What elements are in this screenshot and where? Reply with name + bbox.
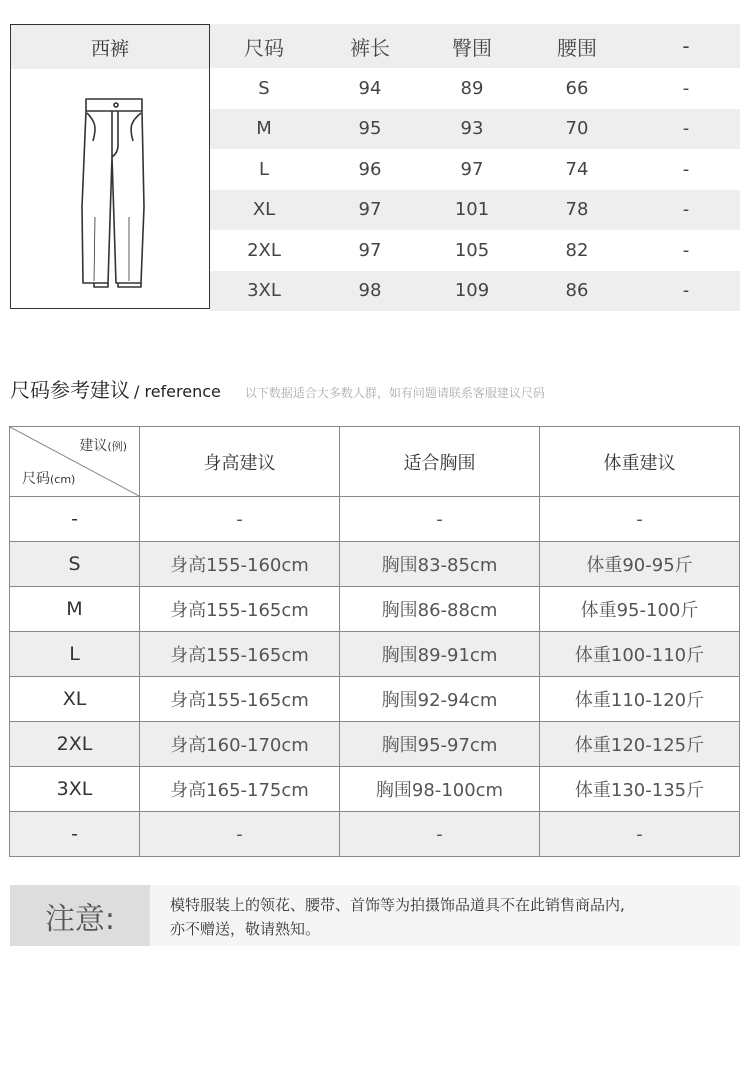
recommendation-heading	[10, 374, 740, 404]
height-header: 身高建议	[139, 427, 339, 496]
length-cell: 96	[358, 158, 382, 180]
section-title: 尺码参考建议	[10, 378, 130, 402]
weight-header: 体重建议	[539, 427, 739, 496]
height-cell: 身高155-160cm	[139, 542, 339, 586]
height-cell: 身高165-175cm	[139, 767, 339, 811]
extra-cell: -	[682, 118, 690, 140]
trousers-icon	[81, 97, 147, 311]
hip-cell: 97	[460, 158, 484, 180]
size-cell: -	[71, 823, 78, 845]
notice-line-1: 模特服装上的领花、腰带、首饰等为拍摄饰品道具不在此销售商品内,	[170, 896, 625, 914]
extra-cell: -	[682, 77, 690, 99]
table-row	[210, 190, 740, 231]
hip-header: 臀围	[452, 35, 492, 60]
product-name: 西裤	[11, 25, 209, 69]
length-header: 裤长	[350, 35, 390, 60]
table-row	[210, 109, 740, 150]
bust-cell: 胸围92-94cm	[339, 677, 539, 721]
waist-cell: 66	[565, 77, 589, 99]
size-cell: M	[256, 118, 272, 140]
size-table	[210, 24, 740, 311]
height-cell: 身高155-165cm	[139, 587, 339, 631]
size-cell: XL	[62, 688, 87, 710]
table-row	[10, 496, 739, 541]
height-cell: 身高155-165cm	[139, 632, 339, 676]
waist-cell: 86	[565, 280, 589, 302]
bust-cell: 胸围83-85cm	[339, 542, 539, 586]
bust-cell: 胸围89-91cm	[339, 632, 539, 676]
notice-line-2: 亦不赠送，敬请熟知。	[170, 920, 321, 938]
notice-banner	[10, 885, 740, 946]
corner-cell	[10, 427, 139, 496]
table-row	[10, 541, 739, 586]
corner-label-bottom: 尺码(cm)	[22, 471, 76, 487]
extra-cell: -	[682, 280, 690, 302]
table-row	[210, 149, 740, 190]
size-cell: 2XL	[247, 239, 281, 261]
extra-cell: -	[682, 239, 690, 261]
weight-cell: 体重100-110斤	[539, 632, 739, 676]
recommendation-header-row	[10, 427, 739, 496]
waist-cell: 78	[565, 199, 589, 221]
bust-cell: 胸围86-88cm	[339, 587, 539, 631]
size-table-header	[210, 24, 740, 68]
recommendation-table	[9, 426, 740, 857]
weight-cell: 体重110-120斤	[539, 677, 739, 721]
waist-cell: 70	[565, 118, 589, 140]
waist-cell: 82	[565, 239, 589, 261]
table-row	[210, 68, 740, 109]
weight-cell: 体重120-125斤	[539, 722, 739, 766]
notice-text	[150, 885, 740, 946]
height-cell: 身高160-170cm	[139, 722, 339, 766]
hip-cell: 101	[454, 199, 490, 221]
length-cell: 97	[358, 239, 382, 261]
table-row	[210, 230, 740, 271]
table-row	[210, 271, 740, 312]
table-row	[10, 586, 739, 631]
size-cell: 3XL	[247, 280, 281, 302]
weight-cell: -	[539, 497, 739, 541]
length-cell: 97	[358, 199, 382, 221]
size-cell: M	[66, 598, 83, 620]
table-row	[10, 721, 739, 766]
product-card	[10, 24, 210, 309]
length-cell: 94	[358, 77, 382, 99]
length-cell: 95	[358, 118, 382, 140]
extra-cell: -	[682, 199, 690, 221]
section-subtitle: / reference	[134, 382, 221, 401]
table-row	[10, 811, 739, 856]
height-cell: 身高155-165cm	[139, 677, 339, 721]
weight-cell: -	[539, 812, 739, 856]
size-cell: S	[68, 553, 81, 575]
bust-cell: 胸围98-100cm	[339, 767, 539, 811]
size-cell: -	[71, 508, 78, 530]
bust-cell: 胸围95-97cm	[339, 722, 539, 766]
height-cell: -	[139, 497, 339, 541]
waist-header: 腰围	[557, 35, 597, 60]
weight-cell: 体重90-95斤	[539, 542, 739, 586]
size-cell: L	[258, 158, 270, 180]
notice-label: 注意:	[10, 885, 150, 946]
size-cell: 2XL	[56, 733, 93, 755]
hip-cell: 109	[454, 280, 490, 302]
table-row	[10, 766, 739, 811]
table-row	[10, 631, 739, 676]
weight-cell: 体重95-100斤	[539, 587, 739, 631]
table-row	[10, 676, 739, 721]
weight-cell: 体重130-135斤	[539, 767, 739, 811]
hip-cell: 89	[460, 77, 484, 99]
size-header: 尺码	[244, 35, 284, 60]
hip-cell: 93	[460, 118, 484, 140]
bust-cell: -	[339, 497, 539, 541]
extra-cell: -	[682, 158, 690, 180]
corner-label-top: 建议(例)	[79, 438, 127, 454]
size-cell: XL	[252, 199, 276, 221]
length-cell: 98	[358, 280, 382, 302]
hip-cell: 105	[454, 239, 490, 261]
size-cell: S	[258, 77, 270, 99]
extra-header: -	[682, 34, 690, 58]
waist-cell: 74	[565, 158, 589, 180]
section-note: 以下数据适合大多数人群，如有问题请联系客服建议尺码	[244, 386, 545, 400]
size-cell: 3XL	[56, 778, 93, 800]
size-cell: L	[69, 643, 80, 665]
height-cell: -	[139, 812, 339, 856]
bust-header: 适合胸围	[339, 427, 539, 496]
bust-cell: -	[339, 812, 539, 856]
